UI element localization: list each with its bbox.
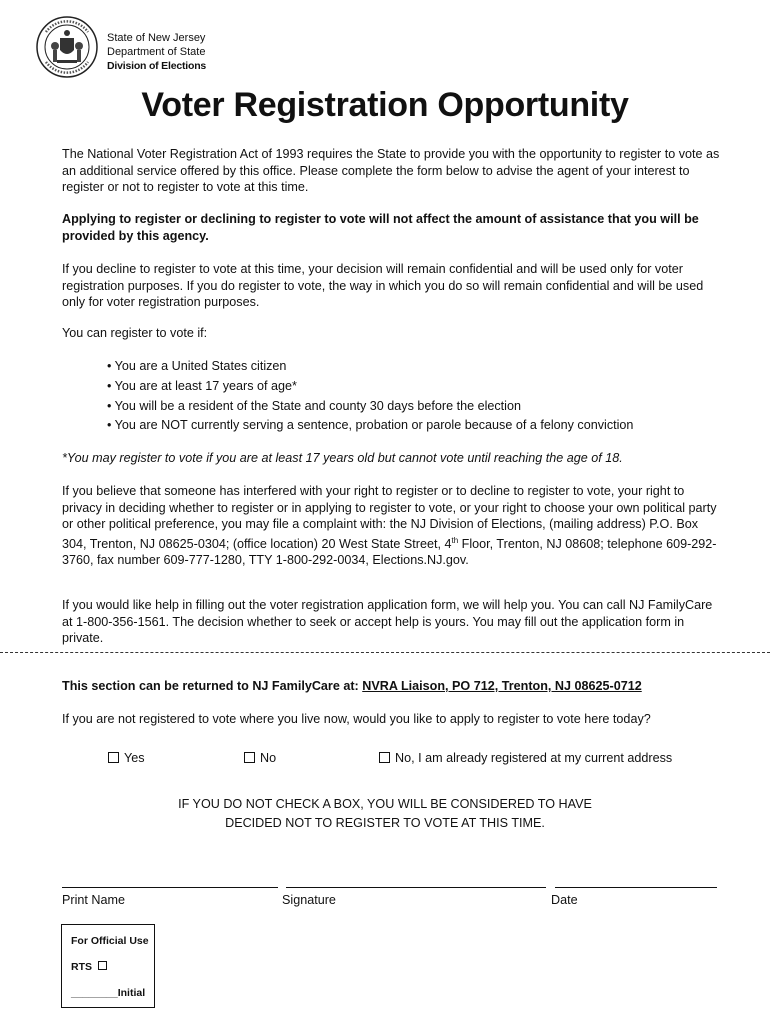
age-footnote: *You may register to vote if you are at least 17 years old but cannot vote until reaching the age of 18. — [62, 451, 623, 465]
eligibility-lead: You can register to vote if: — [62, 326, 208, 340]
date-line[interactable] — [555, 887, 717, 888]
warning-line-1: IF YOU DO NOT CHECK A BOX, YOU WILL BE CONSIDERED TO HAVE — [178, 797, 592, 811]
option-yes-label: Yes — [124, 751, 145, 765]
agency-header — [107, 31, 206, 73]
return-instructions — [62, 678, 722, 695]
no-check-warning — [0, 795, 770, 833]
rts-checkbox[interactable] — [98, 961, 107, 970]
confidential-notice: If you decline to register to vote at this time, your decision will remain confidential and will be used only for voter registration purposes. If you do register to vote, the way in which you do so will remain confidential and will be used only for voter registration purposes. — [62, 262, 704, 309]
eligibility-list — [107, 357, 633, 436]
option-already-label: No, I am already registered at my current address — [395, 751, 673, 765]
list-item: • You are at least 17 years of age* — [107, 378, 297, 393]
option-yes[interactable] — [108, 751, 145, 765]
return-label: This section can be returned to NJ FamilyCare at: — [62, 679, 363, 693]
registration-question: If you are not registered to vote where you live now, would you like to apply to register to vote here today? — [62, 712, 651, 726]
official-use-box — [61, 924, 155, 1008]
official-use-heading: For Official Use — [71, 935, 149, 947]
option-already-registered[interactable] — [379, 751, 672, 765]
floor-ordinal: th — [451, 535, 459, 545]
list-item: • You are a United States citizen — [107, 359, 287, 373]
complaint-text-1: If you believe that someone has interfered with your right to register or to decline to register to vote, your right to privacy in deciding whether to register or in applying to register to vote, or your right to choose your own political party or other political preference, you may file a complaint with: the NJ Division of Elections, (mailing address) P.O. Box 304, Trenton, NJ 08625-0304; (office location) 20 West State Street, 4 — [62, 484, 717, 551]
print-name-line[interactable] — [62, 887, 278, 888]
return-address: NVRA Liaison, PO 712, Trenton, NJ 08625-0712 — [362, 679, 642, 693]
department-name: Department of State — [107, 46, 206, 58]
assistance-notice: Applying to register or declining to register to vote will not affect the amount of assistance that you will be provided by this agency. — [62, 212, 699, 243]
signature-line[interactable] — [286, 887, 546, 888]
division-name: Division of Elections — [107, 60, 207, 72]
option-no-label: No — [260, 751, 277, 765]
initial-field — [71, 987, 145, 999]
rts-field — [71, 961, 112, 973]
option-no[interactable] — [244, 751, 276, 765]
complaint-text-2: Floor, Trenton, NJ 08608; telephone 609-292-3760, fax number 609-777-1280, TTY 1-800-292-0034, Elections.NJ.gov. — [62, 536, 717, 568]
page-title: Voter Registration Opportunity — [141, 86, 629, 124]
help-paragraph: If you would like help in filling out the voter registration application form, we will help you. You can call NJ FamilyCare at 1-800-356-1561. The decision whether to seek or accept help is yours. You may fill out the application form in private. — [62, 598, 713, 645]
state-seal-icon — [36, 16, 98, 78]
date-label: Date — [551, 893, 578, 907]
initial-label: Initial — [117, 987, 146, 999]
cut-line-divider — [0, 652, 770, 653]
list-item: • You are NOT currently serving a sentence, probation or parole because of a felony conviction — [107, 418, 634, 433]
print-name-label: Print Name — [62, 893, 125, 907]
initial-blank: ________ — [71, 987, 118, 999]
state-name: State of New Jersey — [107, 32, 206, 44]
list-item: • You will be a resident of the State and county 30 days before the election — [107, 398, 521, 413]
checkbox-yes[interactable] — [108, 752, 119, 763]
complaint-paragraph — [62, 483, 722, 569]
checkbox-already-registered[interactable] — [379, 752, 390, 763]
rts-label: RTS — [71, 961, 92, 973]
intro-paragraph: The National Voter Registration Act of 1993 requires the State to provide you with the opportunity to register to vote as an additional service offered by this office. Please complete the form below to advise the agent of your interest to register or not to register to vote at this time. — [62, 147, 720, 194]
checkbox-no[interactable] — [244, 752, 255, 763]
warning-line-2: DECIDED NOT TO REGISTER TO VOTE AT THIS TIME. — [225, 816, 545, 830]
signature-label: Signature — [282, 893, 336, 907]
